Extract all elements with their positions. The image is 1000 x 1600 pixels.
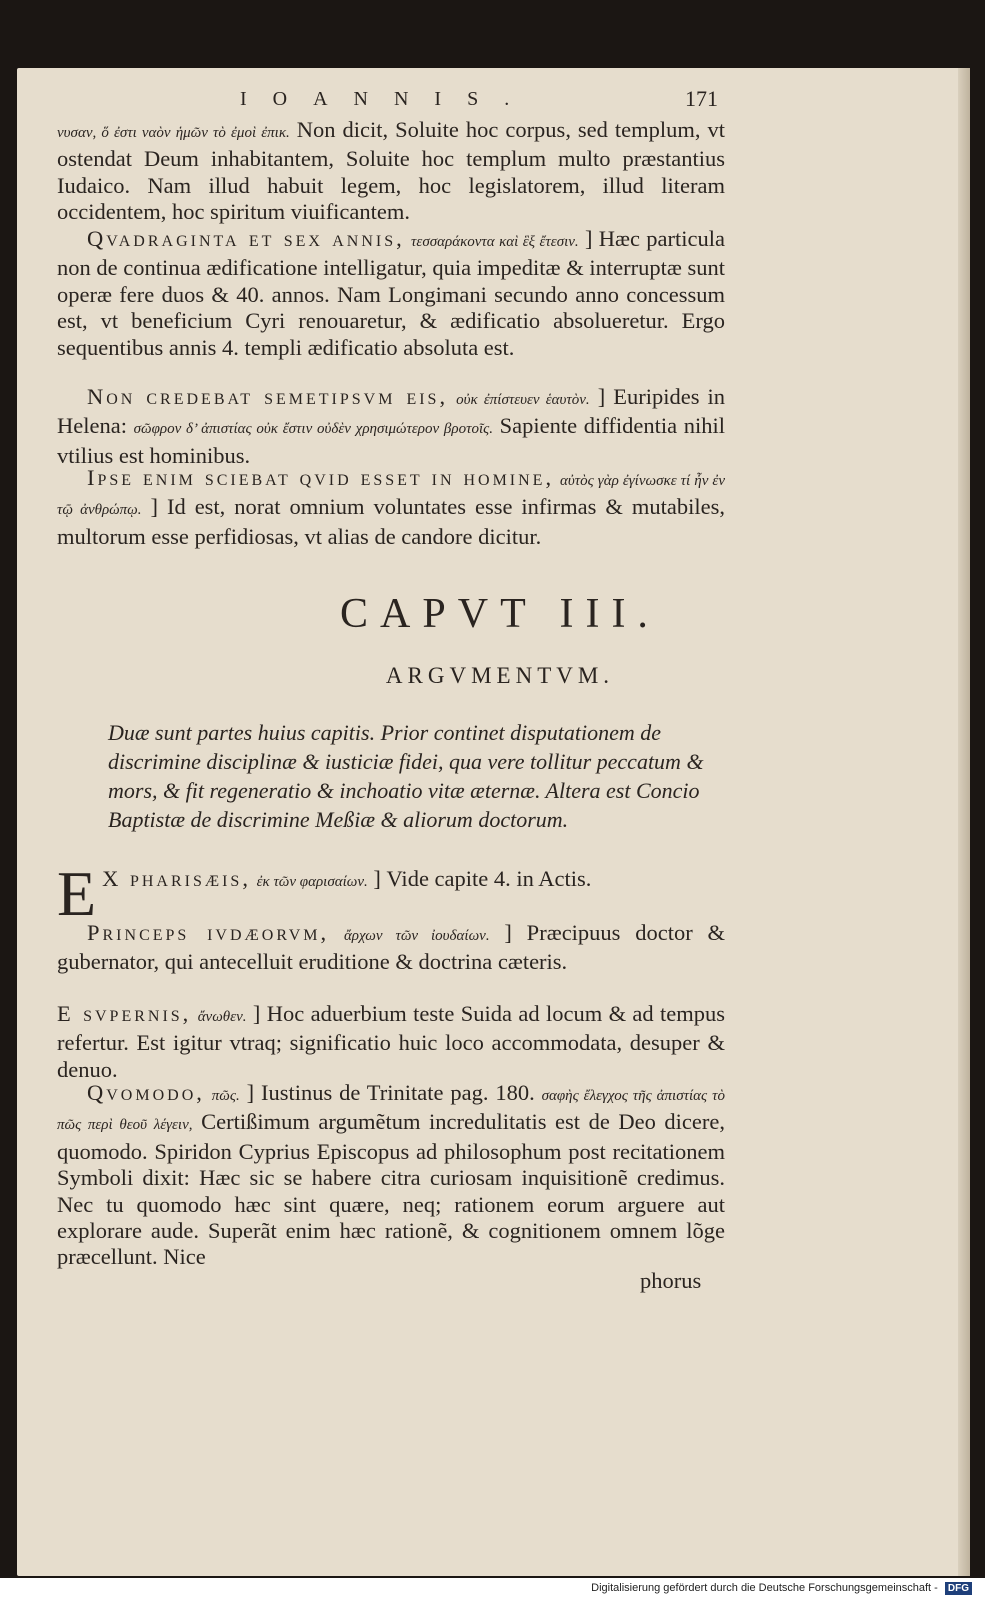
greek-text: ἄνωθεν. [197,1009,247,1025]
chapter-heading: CAPVT III. [340,591,660,637]
latin-text: ] Id est, norat omnium voluntates esse infirmas & mutabiles, multorum esse perfidiosas, vt alias de candore dicitur. [57,494,725,549]
drop-cap: E [57,858,97,929]
page-number: 171 [685,86,718,111]
paragraph-5 [57,858,725,929]
paragraph-1 [57,117,725,226]
latin-text: Certißimum argumẽtum incredulitatis est de Deo dicere, quomodo. Spiridon Cyprius Episcopus ad philosophum post recitationem Symboli dixit: Hæc sic se habere citra curiosam inquisitionẽ credimus. Nec tu quomodo hæc sint quære, neq; rationem eorum arguere aut explorare aude. Superãt enim hæc rationẽ, & cognitionem omnem lõge præcellunt. Nice [57,1109,726,1270]
latin-text: Non dicit, Soluite hoc corpus, sed templum, vt ostendat Deum inhabitantem, Soluite hoc templum multo præstantius Iudaico. Nam illud habuit legem, hoc legislatorem, illud literam occidentem, hoc spiritum viuificantem. [57,117,726,225]
greek-text: ἐκ τῶν φαρισαίων. [256,874,368,890]
lemma: E svpernis, [57,1001,192,1026]
greek-text: τεσσαράκοντα καὶ ἓξ ἔτεσιν. [411,234,579,250]
paragraph-2 [57,226,725,361]
lemma: X pharisæis, [102,866,251,891]
greek-text: νυσαν, ὅ ἐστι ναὸν ἡμῶν τὸ ἐμοὶ ἐπικ. [57,125,290,141]
argument-text: Duæ sunt partes huius capitis. Prior continet disputationem de discrimine disciplinæ & iusticiæ fidei, qua vere tollitur peccatum & mors, & fit regeneratio & inchoatio vitæ æternæ. Altera est Concio Baptistæ de discrimine Meßiæ & aliorum doctorum. [108,720,704,832]
greek-text: ἄρχων τῶν ἰουδαίων. [343,928,490,944]
lemma: Princeps ivdæorvm, [87,920,330,945]
latin-text: ] Præcipuus doctor & gubernator, qui antecelluit eruditione & doctrina cæteris. [57,920,726,975]
catchword: phorus [640,1268,702,1293]
lemma: Qvadraginta et sex annis, [87,226,405,251]
greek-quote: σῶφρον δ’ ἀπιστίας οὐκ ἔστιν οὐδὲν χρησιμώτερον βροτοῖς. [133,421,493,438]
paragraph-4 [57,465,725,550]
greek-text: πῶς. [211,1088,240,1104]
digitization-footer [591,1582,972,1595]
latin-text: Sapiente diffidentia nihil vtilius est hominibus. [57,413,725,468]
paragraph-7 [57,1001,725,1083]
latin-text: ] Euripides in Helena: [57,384,725,439]
dfg-logo: DFG [945,1582,972,1595]
greek-quote: σαφὴς ἔλεγχος τῆς ἀπιστίας τὸ πῶς περὶ θεοῦ λέγειν, [57,1088,725,1134]
latin-text: ] Vide capite 4. in Actis. [373,866,592,891]
latin-text: ] Iustinus de Trinitate pag. 180. [246,1080,535,1105]
paragraph-8 [57,1080,725,1271]
footer-text: Digitalisierung gefördert durch die Deutsche Forschungsgemeinschaft - [591,1582,938,1594]
latin-text: ] Hoc aduerbium teste Suida ad locum & ad tempus refertur. Est igitur vtraq; significatio huic loco accommodata, desuper & denuo. [57,1001,726,1082]
latin-text: ] Hæc particula non de continua ædificatione intelligatur, quia impeditæ & interruptæ sunt operæ fere duos & 40. annos. Nam Longimani secundo anno concessum est, vt beneficium Cyri renouaretur, & ædificatio absolueretur. Ergo sequentibus annis 4. templi ædificatio absoluta est. [57,226,726,360]
lemma: Ipse enim sciebat qvid esset in homine, [87,465,555,490]
lemma: Qvomodo, [87,1080,205,1105]
paragraph-6 [57,920,725,976]
page-edge [958,68,970,1576]
argument-title: ARGVMENTVM. [385,663,615,688]
lemma: Non credebat semetipsvm eis, [87,384,449,409]
paragraph-3 [57,384,725,469]
greek-text: οὐκ ἐπίστευεν ἑαυτὸν. [456,392,590,408]
greek-text: αὐτὸς γὰρ ἐγίνωσκε τί ἦν ἐν τῷ ἀνθρώπῳ. [57,473,725,519]
running-head: IOANNIS. [240,88,536,110]
